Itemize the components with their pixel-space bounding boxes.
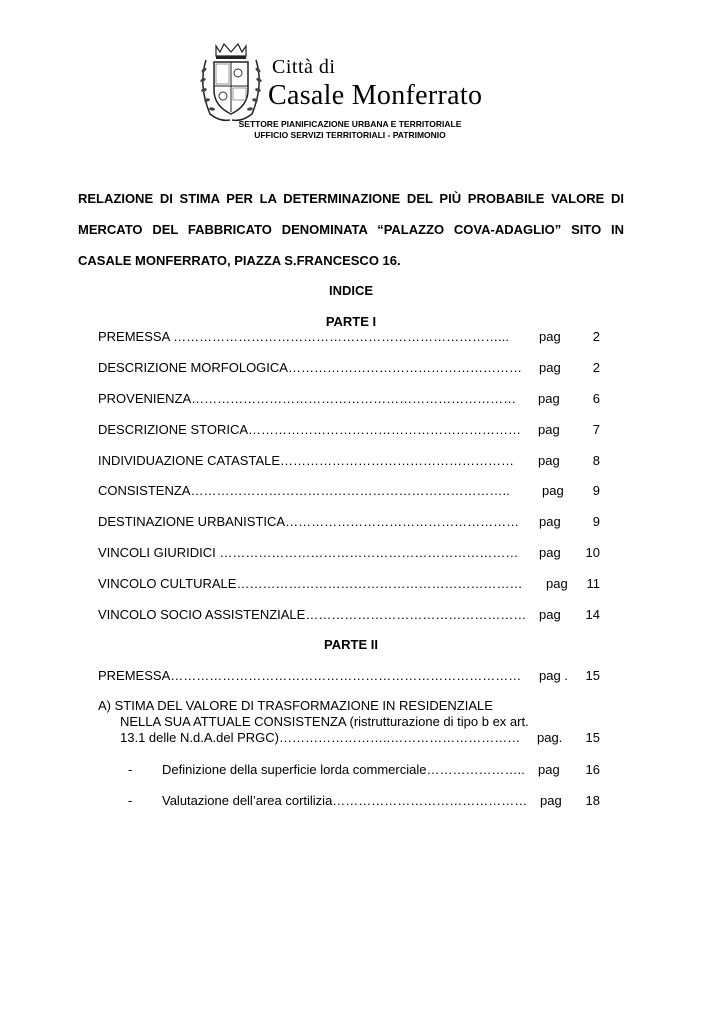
toc-item-pag: pag [538,422,560,437]
toc-item-pag: pag [538,453,560,468]
toc-item [98,483,600,499]
toc-item-label: VINCOLO CULTURALE………………………………………………………… [98,576,523,591]
toc-item-label: VINCOLI GIURIDICI …………………………………………………………… [98,545,519,560]
parte-2-heading: PARTE II [324,637,378,652]
office-name: UFFICIO SERVIZI TERRITORIALI - PATRIMONIO [254,130,446,140]
toc-item [98,329,600,345]
toc-item [98,668,600,684]
toc-item [98,545,600,561]
toc-item-pag: pag [539,545,561,560]
toc-item-pag: pag [540,793,562,808]
toc-item [98,576,600,592]
toc-subitem [98,762,600,778]
toc-item-page-number: 16 [585,762,600,777]
city-crest-logo [196,40,266,124]
dash-bullet: - [128,793,133,808]
toc-item [98,514,600,530]
toc-item-page-number: 7 [592,422,600,437]
toc-item-label: CONSISTENZA……………………………………………………………….. [98,483,510,498]
city-title: Città di [272,56,336,78]
toc-item-pag: pag . [539,668,568,683]
toc-item-label: DESCRIZIONE MORFOLOGICA……………………………………………… [98,360,522,375]
dash-bullet: - [128,762,133,777]
document-title-line-2: MERCATO DEL FABBRICATO DENOMINATA “PALAZZO COVA-ADAGLIO” SITO IN [78,222,624,237]
section-a-title: A) STIMA DEL VALORE DI TRASFORMAZIONE IN RESIDENZIALE [98,698,493,713]
toc-item-page-number: 18 [585,793,600,808]
toc-item-pag: pag [539,360,561,375]
toc-item-label: PROVENIENZA………………………………………………………………… [98,391,517,406]
toc-item [98,453,600,469]
parte-1-heading: PARTE I [325,314,377,329]
toc-item-page-number: 15 [585,668,600,683]
toc-item-label: DESTINAZIONE URBANISTICA……………………………………………… [98,514,520,529]
toc-item-pag: pag [539,329,561,344]
toc-item-pag: pag [538,391,560,406]
toc-subitem [98,793,600,809]
toc-item-pag: pag [542,483,564,498]
toc-item-page-number: 14 [585,607,600,622]
toc-item-label: DESCRIZIONE STORICA……………………………………………………… [98,422,522,437]
section-a-line-1 [98,698,600,714]
section-a-text: 13.1 delle N.d.A.del PRGC)……………………..………………………… [120,730,521,745]
toc-item-page-number: 11 [586,576,600,591]
section-a-line-2 [120,714,600,730]
section-a-line-3 [120,730,600,746]
toc-item-pag: pag [546,576,568,591]
index-heading: INDICE [328,283,374,298]
toc-item-pag: pag [539,607,561,622]
section-a-text: NELLA SUA ATTUALE CONSISTENZA (ristrutturazione di tipo b ex art. [120,714,529,729]
document-title-line-1: RELAZIONE DI STIMA PER LA DETERMINAZIONE DEL PIÙ PROBABILE VALORE DI [78,191,624,206]
toc-item-label: PREMESSA …………………………………………………………………... [98,329,509,344]
sector-name: SETTORE PIANIFICAZIONE URBANA E TERRITORIALE [238,119,462,129]
toc-item-label: INDIVIDUAZIONE CATASTALE……………………………………………… [98,453,515,468]
toc-item-pag: pag [539,514,561,529]
toc-item-page-number: 15 [585,730,600,745]
toc-item-page-number: 10 [585,545,600,560]
toc-item-label: VINCOLO SOCIO ASSISTENZIALE…………………………………………… [98,607,527,622]
toc-item-page-number: 9 [592,483,600,498]
document-title-line-3: CASALE MONFERRATO, PIAZZA S.FRANCESCO 16. [78,253,401,268]
toc-item [98,422,600,438]
toc-item-page-number: 2 [592,329,600,344]
toc-subitem-label: Valutazione dell’area cortilizia……………………………………… [162,793,528,808]
toc-item-pag: pag [538,762,560,777]
toc-item-page-number: 9 [592,514,600,529]
toc-subitem-label: Definizione della superficie lorda commerciale………………….. [162,762,525,777]
toc-item-label: PREMESSA……………………………………………………………………… [98,668,522,683]
toc-item-pag: pag. [537,730,563,745]
toc-item-page-number: 6 [592,391,600,406]
city-name: Casale Monferrato [268,80,483,111]
toc-item [98,607,600,623]
toc-item-page-number: 2 [592,360,600,375]
toc-item [98,391,600,407]
toc-item-page-number: 8 [592,453,600,468]
toc-item [98,360,600,376]
